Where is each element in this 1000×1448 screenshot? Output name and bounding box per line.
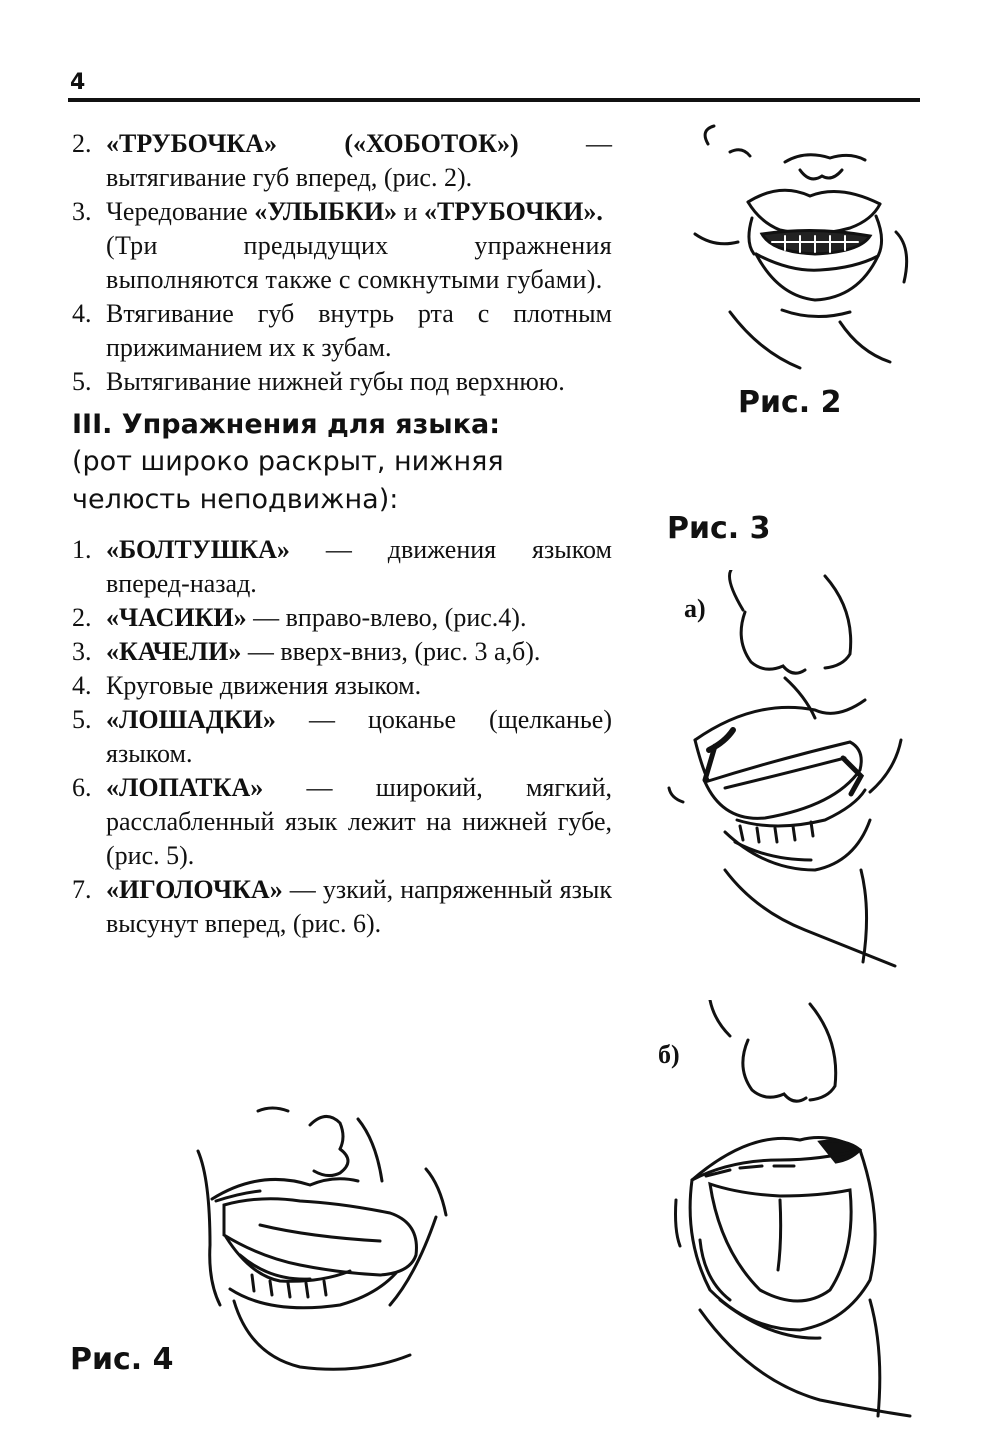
list-item [72, 771, 612, 873]
section-subheading: (рот широко раскрыт, нижняя челюсть неподвижна): [72, 446, 504, 515]
list-item-number: 2. [72, 603, 92, 632]
text-column [72, 127, 612, 941]
exercise-name: «КАЧЕЛИ» [106, 637, 242, 666]
exercise-name: «ЛОШАДКИ» [106, 705, 276, 734]
section-heading: III. Упражнения для языка: [72, 409, 501, 440]
exercise-description: — движения языком вперед-назад. [106, 535, 612, 598]
list-item-number: 3. [72, 637, 92, 666]
list-item-text [106, 297, 612, 365]
exercise-description: — узкий, напряженный язык высунут вперед, (рис. 6). [106, 875, 612, 938]
header-rule [68, 98, 920, 102]
exercise-description: и [397, 197, 424, 226]
list-item-text [106, 533, 612, 601]
exercise-name: «БОЛТУШКА» [106, 535, 290, 564]
figure-4-caption: Рис. 4 [70, 1342, 174, 1377]
exercise-name: «ЛОПАТКА» [106, 773, 264, 802]
list-item-number: 2. [72, 129, 92, 158]
exercise-name: «ТРУБОЧКИ». [423, 197, 603, 226]
list-item-text [106, 195, 612, 229]
list-item-text [106, 365, 612, 399]
list-item [72, 365, 612, 399]
figure-3b-illustration [670, 1000, 920, 1420]
list-item [72, 669, 612, 703]
exercise-list-tongue [72, 533, 612, 941]
list-item [72, 127, 612, 195]
list-item [72, 873, 612, 941]
figure-3a-illustration [665, 570, 925, 970]
list-item-text [106, 635, 612, 669]
list-item-number: 3. [72, 197, 92, 226]
exercise-name: «ИГОЛОЧКА» [106, 875, 283, 904]
list-item [72, 635, 612, 669]
exercise-description: — цоканье (щелканье) языком. [106, 705, 612, 768]
exercise-name: «ЧАСИКИ» [106, 603, 247, 632]
list-item-number: 6. [72, 773, 92, 802]
exercise-description: Вытягивание нижней губы под верхнюю. [106, 367, 565, 396]
exercise-list-lips [72, 127, 612, 229]
list-item [72, 533, 612, 601]
exercise-description: — вверх-вниз, (рис. 3 а,б). [241, 637, 541, 666]
exercise-description: — вытягивание губ вперед, (рис. 2). [106, 129, 613, 192]
figure-4-illustration [190, 1105, 460, 1375]
list-item [72, 601, 612, 635]
exercise-name: «УЛЫБКИ» [254, 197, 398, 226]
exercise-description: Чередование [106, 197, 255, 226]
list-item-text [106, 601, 612, 635]
list-item-number: 5. [72, 367, 92, 396]
list-item-number: 4. [72, 299, 92, 328]
figure-2-caption: Рис. 2 [738, 385, 842, 420]
list-item-number: 4. [72, 671, 92, 700]
list-item-number: 1. [72, 535, 92, 564]
note-text: (Три предыдущих упражнения выполняются также с сомкнутыми губами). [106, 231, 612, 294]
exercise-name: «ТРУБОЧКА» («ХОБОТОК») [106, 129, 519, 158]
list-item-text [106, 669, 612, 703]
figure-3b-label: б) [658, 1040, 680, 1069]
exercise-description: — широкий, мягкий, расслабленный язык лежит на нижней губе, (рис. 5). [106, 773, 612, 870]
figure-3-caption: Рис. 3 [667, 511, 771, 546]
exercise-description: Втягивание губ внутрь рта с плотным прижиманием их к зубам. [106, 299, 612, 362]
list-item-text [106, 703, 612, 771]
exercise-description: — вправо-влево, (рис.4). [246, 603, 527, 632]
page-number: 4 [70, 70, 86, 95]
figure-3a-label: а) [684, 594, 706, 623]
list-item [72, 195, 612, 229]
exercise-list-lips-2 [72, 297, 612, 399]
list-item [72, 297, 612, 365]
figure-2-illustration [690, 122, 920, 372]
list-item-text [106, 873, 612, 941]
list-item-number: 7. [72, 875, 92, 904]
list-item-number: 5. [72, 705, 92, 734]
exercise-description: Круговые движения языком. [106, 671, 422, 700]
list-item-text [106, 127, 612, 195]
list-item [72, 703, 612, 771]
list-item-text [106, 771, 612, 873]
